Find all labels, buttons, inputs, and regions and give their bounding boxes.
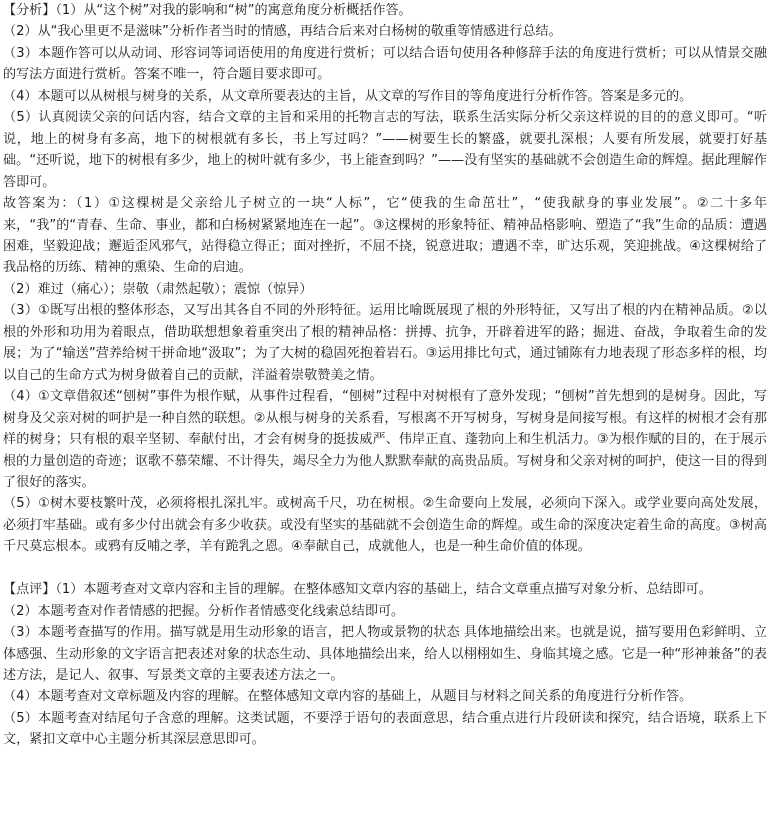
comment-paragraph-5: （5）本题考查对结尾句子含意的理解。这类试题，不要浮于语句的表面意思，结合重点进行片段研读和探究，结合语境，联系上下文，紧扣文章中心主题分析其深层意思即可。: [3, 710, 767, 748]
answer-paragraph-4: （4）①文章借叙述“刨树”事件为根作赋，从事件过程看，“刨树”过程中对树根有了意外发现；“刨树”首先想到的是树身。因此，写树身及父亲对树的呵护是一种自然的联想。②从根与树身的关系看，写根离不开写树身，写树身是间接写根。有这样的树根才会有那样的树身；只有根的艰辛坚韧、奉献付出，才会有树身的挺拔威严、伟岸正直、蓬勃向上和生机活力。③为根作赋的目的，在于展示根的力量创造的奇迹；讴歌不慕荣耀、不计得失，竭尽全力为他人默默奉献的高贵品质。写树身和父亲对树的呵护，使这一目的得到了很好的落实。: [3, 389, 767, 490]
answer-paragraph-1: 故答案为：（1）①这棵树是父亲给儿子树立的一块“人标”，它“使我的生命茁壮”，“使我献身的事业发展”。②二十多年来，“我”的“青春、生命、事业，都和白杨树紧紧地连在一起”。③这棵树的形象特征、精神品格影响、塑造了“我”生命的品质：遭遇困难，坚毅迎战；邂逅歪风邪气，站得稳立得正；面对挫折，不屈不挠，锐意进取；遭遇不幸，旷达乐观，笑迎挑战。④这棵树给了我品格的历练、精神的熏染、生命的启迪。: [3, 196, 767, 276]
analysis-paragraph-3: （3）本题作答可以从动词、形容词等词语使用的角度进行赏析；可以结合语句使用各种修辞手法的角度进行赏析；可以从情景交融的写法方面进行赏析。答案不唯一，符合题目要求即可。: [3, 45, 767, 83]
answer-paragraph-5: （5）①树木要枝繁叶茂，必须将根扎深扎牢。或树高千尺，功在树根。②生命要向上发展，必须向下深入。或学业要向高处发展，必须打牢基础。或有多少付出就会有多少收获。或没有坚实的基础就不会创造生命的辉煌。或生命的深度决定着生命的高度。③树高千尺莫忘根本。或鸦有反哺之孝，羊有跪乳之恩。④奉献自己，成就他人，也是一种生命价值的体现。: [3, 496, 767, 555]
answer-paragraph-2: （2）难过（痛心）；崇敬（肃然起敬）；震惊（惊异）: [3, 281, 313, 297]
comment-paragraph-4: （4）本题考查对文章标题及内容的理解。在整体感知文章内容的基础上，从题目与材料之间关系的角度进行分析作答。: [3, 689, 693, 705]
analysis-paragraph-4: （4）本题可以从树根与树身的关系，从文章所要表达的主旨，从文章的写作目的等角度进行分析作答。答案是多元的。: [3, 88, 693, 104]
comment-paragraph-2: （2）本题考查对作者情感的把握。分析作者情感变化线索总结即可。: [3, 603, 405, 619]
analysis-section: [3, 0, 767, 193]
answer-section: [3, 193, 767, 558]
comment-paragraph-3: （3）本题考查描写的作用。描写就是用生动形象的语言，把人物或景物的状态 具体地描绘出来。也就是说，描写要用色彩鲜明、立体感强、生动形象的文字语言把表述对象的状态生动、具体地描绘出来，给人以栩栩如生、身临其境之感。它是一种“形神兼备”的表述方法，是记人、叙事、写景类文章的主要表述方法之一。: [3, 625, 767, 684]
comment-section: [3, 579, 767, 751]
analysis-paragraph-5: （5）认真阅读父亲的问话内容，结合文章的主旨和采用的托物言志的写法，联系生活实际分析父亲这样说的目的的意义即可。“听说，地上的树身有多高，地下的树根就有多长，书上写过吗？”——树要生长的繁盛，就要扎深根；人要有所发展，就要打好基础。“还听说，地下的树根有多少，地上的树叶就有多少，书上能查到吗？”——没有坚实的基础就不会创造生命的辉煌。据此理解作答即可。: [3, 110, 767, 190]
section-spacer: [3, 558, 767, 579]
analysis-paragraph-2: （2）从“我心里更不是滋味”分析作者当时的情感，再结合后来对白杨树的敬重等情感进行总结。: [3, 24, 562, 40]
comment-paragraph-1: 【点评】（1）本题考查对文章内容和主旨的理解。在整体感知文章内容的基础上，结合文章重点描写对象分析、总结即可。: [3, 582, 712, 598]
analysis-paragraph-1: 【分析】（1）从“这个树”对我的影响和“树”的寓意角度分析概括作答。: [3, 3, 412, 18]
answer-paragraph-3: （3）①既写出根的整体形态，又写出其各自不同的外形特征。运用比喻既展现了根的外形特征，又写出了根的内在精神品质。②以根的外形和功用为着眼点，借助联想想象着重突出了根的精神品格：拼搏、抗争，开辟着进军的路；掘进、奋战，争取着生命的发展；为了“输送”营养给树干拼命地“汲取”；为了大树的稳固死抱着岩石。③运用排比句式，通过铺陈有力地表现了形态多样的根，均以自己的生命方式为树身做着自己的贡献，洋溢着崇敬赞美之情。: [3, 303, 767, 383]
